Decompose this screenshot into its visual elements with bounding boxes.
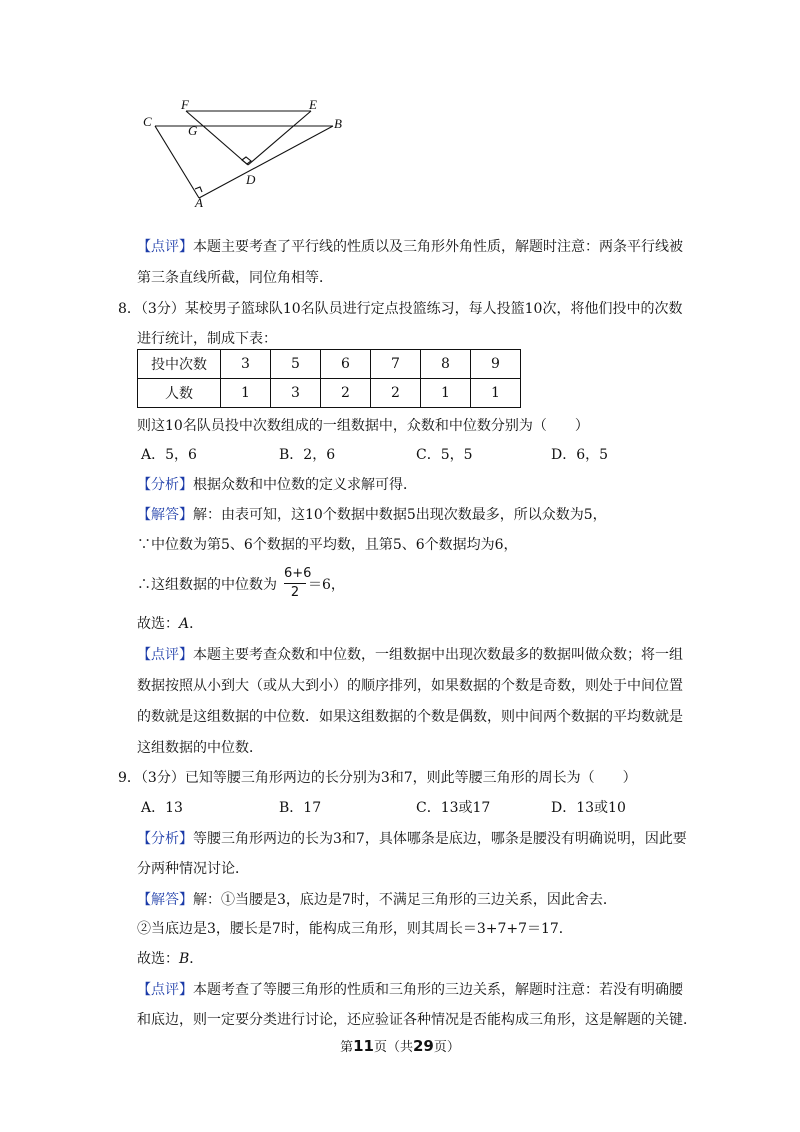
fraction-denominator: 2	[290, 585, 300, 600]
q8-solution-line-3-suffix: ＝6，	[308, 577, 345, 593]
geometry-figure	[130, 90, 360, 220]
total-pages: 29	[413, 1037, 434, 1055]
q9-option-c: C．13或17	[416, 800, 491, 816]
q8-option-c: C．5，5	[416, 447, 473, 463]
line-AB	[199, 126, 333, 198]
fraction-bar	[284, 583, 306, 584]
right-angle-mark-A	[195, 187, 202, 192]
q8-comment-line-1: 【点评】本题主要考查众数和中位数，一组数据中出现次数最多的数据叫做众数；将一组	[137, 647, 683, 663]
q9-answer: 故选：B．	[137, 951, 204, 967]
table-cell: 1	[221, 379, 271, 408]
table-cell: 人数	[138, 379, 221, 408]
q8-question: 则这10名队员投中次数组成的一组数据中，众数和中位数分别为（ ）	[137, 418, 589, 434]
table-cell: 5	[271, 350, 321, 379]
table-cell: 3	[271, 379, 321, 408]
line-ED	[248, 111, 311, 165]
label-F: F	[181, 97, 189, 112]
page-footer: 第11页（共29页）	[340, 1037, 460, 1055]
table-row	[138, 350, 521, 379]
q8-comment-line-3: 的数就是这组数据的中位数．如果这组数据的个数是偶数，则中间两个数据的平均数就是	[137, 709, 683, 725]
q8-solution-line-2: ∵中位数为第5、6个数据的平均数，且第5、6个数据均为6，	[137, 537, 518, 553]
label-E: E	[309, 97, 317, 112]
page-number: 11	[353, 1037, 374, 1055]
label-B: B	[334, 116, 342, 131]
q8-answer: 故选：A．	[137, 616, 204, 632]
q9-comment-line-1: 【点评】本题考查了等腰三角形的性质和三角形的三边关系，解题时注意：若没有明确腰	[137, 982, 683, 998]
q9-solution-line-2: ②当底边是3，腰长是7时，能构成三角形，则其周长＝3+7+7＝17．	[137, 921, 573, 937]
q8-analysis: 【分析】根据众数和中位数的定义求解可得．	[137, 477, 417, 493]
q9-option-d: D．13或10	[551, 800, 626, 816]
analysis-tag: 【分析】	[137, 477, 193, 493]
q8-stem-line-1: 8．（3分）某校男子篮球队10名队员进行定点投篮练习，每人投篮10次，将他们投中的次数	[118, 301, 683, 317]
frequency-table	[137, 349, 521, 408]
analysis-tag: 【分析】	[137, 831, 193, 847]
solution-tag: 【解答】	[137, 507, 193, 523]
comment-tag: 【点评】	[137, 982, 193, 998]
table-cell: 投中次数	[138, 350, 221, 379]
table-cell: 7	[371, 350, 421, 379]
q8-option-d: D．6，5	[551, 447, 609, 463]
table-cell: 2	[371, 379, 421, 408]
comment-tag: 【点评】	[137, 647, 193, 663]
q8-comment-line-2: 数据按照从小到大（或从大到小）的顺序排列，如果数据的个数是奇数，则处于中间位置	[137, 678, 683, 694]
table-cell: 3	[221, 350, 271, 379]
label-C: C	[143, 114, 152, 129]
q8-comment-line-4: 这组数据的中位数．	[137, 740, 263, 756]
q9-solution-line-1: 【解答】解：①当腰是3，底边是7时，不满足三角形的三边关系，因此舍去．	[137, 892, 617, 908]
q8-option-b: B．2，6	[279, 447, 336, 463]
solution-tag: 【解答】	[137, 892, 193, 908]
table-cell: 6	[321, 350, 371, 379]
table-cell: 1	[421, 379, 471, 408]
q9-analysis-line-1: 【分析】等腰三角形两边的长为3和7，具体哪条是底边，哪条是腰没有明确说明，因此要	[137, 831, 687, 847]
q9-comment-line-2: 和底边，则一定要分类进行讨论，还应验证各种情况是否能构成三角形，这是解题的关键．	[137, 1012, 697, 1028]
comment-tag: 【点评】	[137, 239, 193, 255]
table-cell: 1	[471, 379, 521, 408]
q7-comment-line-2: 第三条直线所截，同位角相等．	[137, 270, 333, 286]
q8-stem-line-2: 进行统计，制成下表：	[137, 331, 277, 347]
table-cell: 9	[471, 350, 521, 379]
q9-option-b: B．17	[279, 800, 322, 816]
label-G: G	[188, 123, 198, 138]
q8-option-a: A．5，6	[141, 447, 197, 463]
table-cell: 8	[421, 350, 471, 379]
q9-analysis-line-2: 分两种情况讨论．	[137, 861, 249, 877]
q7-comment-line-1: 【点评】本题主要考查了平行线的性质以及三角形外角性质，解题时注意：两条平行线被	[137, 239, 683, 255]
q8-solution-line-1: 【解答】解：由表可知，这10个数据中数据5出现次数最多，所以众数为5，	[137, 507, 607, 523]
fraction-numerator: 6+6	[284, 566, 312, 581]
median-fraction	[284, 566, 312, 601]
label-D: D	[246, 172, 256, 187]
q8-solution-line-3-prefix: ∴这组数据的中位数为	[137, 577, 277, 593]
q9-stem: 9．（3分）已知等腰三角形两边的长分别为3和7，则此等腰三角形的周长为（ ）	[118, 770, 637, 786]
q9-option-a: A．13	[141, 800, 183, 816]
label-A: A	[195, 195, 203, 210]
table-row	[138, 379, 521, 408]
table-cell: 2	[321, 379, 371, 408]
